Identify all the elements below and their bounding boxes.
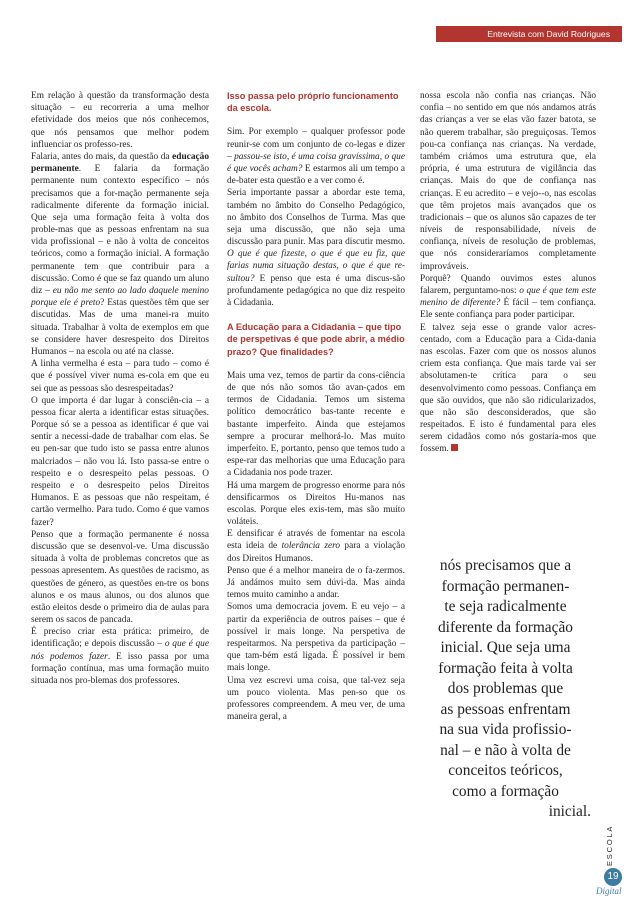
text-run: É preciso criar esta prática: primeiro, de identificação; e depois discussão – — [31, 627, 209, 650]
paragraph — [227, 126, 405, 187]
text-run: ? Estas questões têm que ser discutidas. Mas de uma manei-ra muito situada. Trabalhar à volta de exemplos em que se considere haver desrespeito dos Direitos Humanos – na escola ou até na classe. — [31, 298, 209, 357]
pull-quote-line: nós precisamos que a — [439, 557, 572, 574]
brand-digital-label: Digital — [596, 886, 622, 896]
paragraph: Penso que a formação permanente é nossa discussão que se desenvol-ve. Uma discussão situada à volta de problemas concretos que as pessoas apresentem. As questões de racismo, as questões de género, as questões en-tre os bons alunos e os maus alunos, ou dos alunos que estão eleitos desde o primeiro dia de aulas para serem os sacos de pancada. — [31, 529, 210, 626]
paragraph — [227, 187, 405, 309]
text-run: E talvez seja esse o grande valor acres-centado, com a Educação para a Cida-dania nas escolas. Fazer com que os nossos alunos criem esta confiança. Que mais tarde vai ser absolutamen-te crítica para o seu desenvolvimento como pessoas. Confiança em que são ouvidos, que não são ridicularizados, que não são desconsiderados, que são respeitados. E isto é fundamental para eles serem cidadãos como nós gostaría-mos que fossem. — [420, 322, 596, 455]
text-run: . E isso passa por uma formação contínua, mas uma formação muito situada nos pro-blemas dos professores. — [31, 651, 209, 686]
text-run: Seria importante passar a abordar este tema, também no âmbito do Conselho Pedagógico, no âmbito dos Conselhos de Turma. Mas que seja uma discussão, que não seja uma discussão para punir. Mas para discutir mesmo. — [227, 188, 405, 248]
italic-quote: o que é que nós podemos fazer — [31, 639, 209, 662]
pull-quote-line: conceitos teóricos, — [448, 762, 563, 779]
pull-quote-line: formação feita à volta — [438, 659, 573, 677]
paragraph: Há uma margem de progresso enorme para nós densificarmos os Direitos Hu-manos nas escolas. Porque eles exis-tem, mas são muito voláteis. — [227, 480, 405, 528]
pull-quote-line: inicial. — [548, 803, 591, 820]
pull-quote-line: te seja radicalmente — [444, 598, 567, 615]
pull-quote-line: como a formação — [452, 782, 559, 800]
interview-question: A Educação para a Cidadania – que tipo de perspetivas é que pode abrir, a médio prazo? Que finalidades? — [227, 322, 405, 357]
paragraph: nossa escola não confia nas crianças. Não confia – no sentido em que nós andamos atrás das crianças a ver se elas vão fazer batota, se não querem trabalhar, são preguiçosas. Temos pou-ca confiança nas crianças. Na verdade, também criámos uma estrutura que, ela própria, é uma estrutura de vigilância das crianças. Mais do que de confiança nas crianças. E eu acredito – e vejo--o, nas escolas que têm projetos mais avançados que os tradicionais – que os alunos são capazes de ter níveis de responsabilidade, níveis de confiança, níveis de resolução de problemas, que nós consideraríamos completamente improváveis. — [420, 91, 596, 272]
bold-term: educação permanente — [31, 151, 209, 175]
text-run: Porquê? Quando ouvimos estes alunos falarem, perguntamo-nos: — [420, 273, 596, 296]
text-run: para a violação dos Direitos Humanos. — [227, 541, 405, 564]
paragraph — [420, 322, 596, 456]
brand-wordmark: ESCOLA — [605, 824, 614, 866]
text-run: E penso que esta é uma discus-são profundamente pedagógica no que diz respeito à Cidadania. — [227, 273, 405, 309]
paragraph: Mais uma vez, temos de partir da cons-ciência de que nós não somos tão avan-çados em termos de Cidadania. Temos um sistema político democrático bas-tante recente e bastante imperfeito. Ainda que estejamos sempre a procurar melhorá-lo. Mas muito imperfeito. E, portanto, penso que temos tudo a espe-rar das melhorias que uma Educação para a Cidadania nos pode trazer. — [227, 370, 405, 479]
italic-quote: O que é que fizeste, o que é que eu fiz, que farias numa situação destas, o que é que re-sultou? — [227, 249, 405, 284]
paragraph: Em relação à questão da transformação desta situação – eu recorreria a uma melhor efetividade dos meios que nós conhecemos, que nós pensamos que melhor podem influenciar os professo-res. — [31, 91, 209, 150]
text-run: É fácil – tem confiança. Ele sente confiança para poder participar. — [420, 298, 596, 321]
section-header — [436, 26, 622, 42]
text-run: Sim. Por exemplo – qualquer professor pode reunir-se com um conjunto de co-legas e dizer – — [227, 127, 405, 162]
section-header-title: Entrevista com David Rodrigues — [487, 29, 610, 39]
page-number-badge: 19 — [604, 868, 622, 886]
pull-quote-line: nal – e não à volta de — [440, 741, 571, 759]
pull-quote-line: as pessoas enfrentam — [440, 700, 571, 718]
pull-quote-line: inicial. Que seja uma — [440, 639, 571, 656]
italic-term: tolerância zero — [281, 541, 341, 552]
text-run: E densificar é através de fomentar na escola esta ideia de — [227, 529, 405, 552]
italic-quote: o que é que tem este menino de diferente? — [420, 286, 596, 309]
paragraph — [420, 273, 596, 322]
text-run: Falaria, antes do mais, da questão da — [31, 151, 173, 162]
paragraph — [31, 626, 209, 687]
pull-quote-line: formação permanen- — [441, 577, 570, 595]
paragraph: O que importa é dar lugar à consciên-cia – a pessoa ficar alerta a identificar estas situações. Porque só se a pessoa as identificar é que vai sentir a necessi-dade de trabalhar com elas. Se eu pen-sar que tudo isto se passa entre alunos malcriados – não vou lá. Isto passa-se entre o respeito e o desrespeito pelas pessoas. O respeito e o desrespeito pelos Direitos Humanos. E as pessoas que não respeitam, é cartão vermelho. Para tudo. Como é que vamos fazer? — [31, 395, 209, 528]
italic-quote: passou-se isto, é uma coisa gravíssima, o que é que vocês acham? — [227, 151, 406, 174]
paragraph: Uma vez escrevi uma coisa, que tal-vez seja um pouco violenta. Mas pen-so que os professores compreendem. A meu ver, de uma maneira geral, a — [227, 675, 405, 723]
pull-quote-line: dos problemas que — [447, 680, 564, 697]
pull-quote-line: diferente da formação — [437, 618, 573, 636]
column-2 — [227, 90, 405, 723]
text-run: . E falaria da formação permanente num contexto específico – nós precisamos que a for-mação permanente seja radicalmente diferente da formação inicial. Que seja uma formação feita à volta dos proble-mas que as pessoas enfrentam na sua vida profissional – e não à volta de conceitos teóricos, como a formação inicial. A formação permanente tem que contribuir para a discussão. Como é que se faz quando um aluno diz – — [31, 164, 209, 296]
paragraph: Penso que é a melhor maneira de o fa-zermos. Já andámos muito sem dúvi-da. Mas ainda temos muito caminho a andar. — [227, 565, 405, 601]
interview-question: Isso passa pelo próprio funcionamento da escola. — [227, 91, 399, 114]
column-3 — [420, 90, 596, 456]
column-1 — [31, 90, 209, 687]
paragraph — [31, 151, 209, 358]
paragraph: A linha vermelha é esta – para tudo – como é que é possível viver numa es-cola em que eu sei que as pessoas são desrespeitadas? — [31, 359, 209, 394]
end-of-article-mark — [451, 444, 458, 451]
pull-quote — [420, 556, 591, 823]
pull-quote-line: na sua vida profissio- — [439, 721, 572, 738]
paragraph: Somos uma democracia jovem. E eu vejo – a partir da experiência de outros países – que é possível ir mais longe. Na perspetiva de respeitarmos. Na perspetiva da participação – que tam-bém está ligada. É possível ir bem mais longe. — [227, 602, 405, 674]
italic-quote: eu não me sento ao lado daquele menino porque ele é preto — [31, 286, 209, 309]
paragraph — [227, 528, 405, 565]
text-run: E estarmos ali um tempo a de-bater esta questão e a ver como é. — [227, 163, 406, 187]
